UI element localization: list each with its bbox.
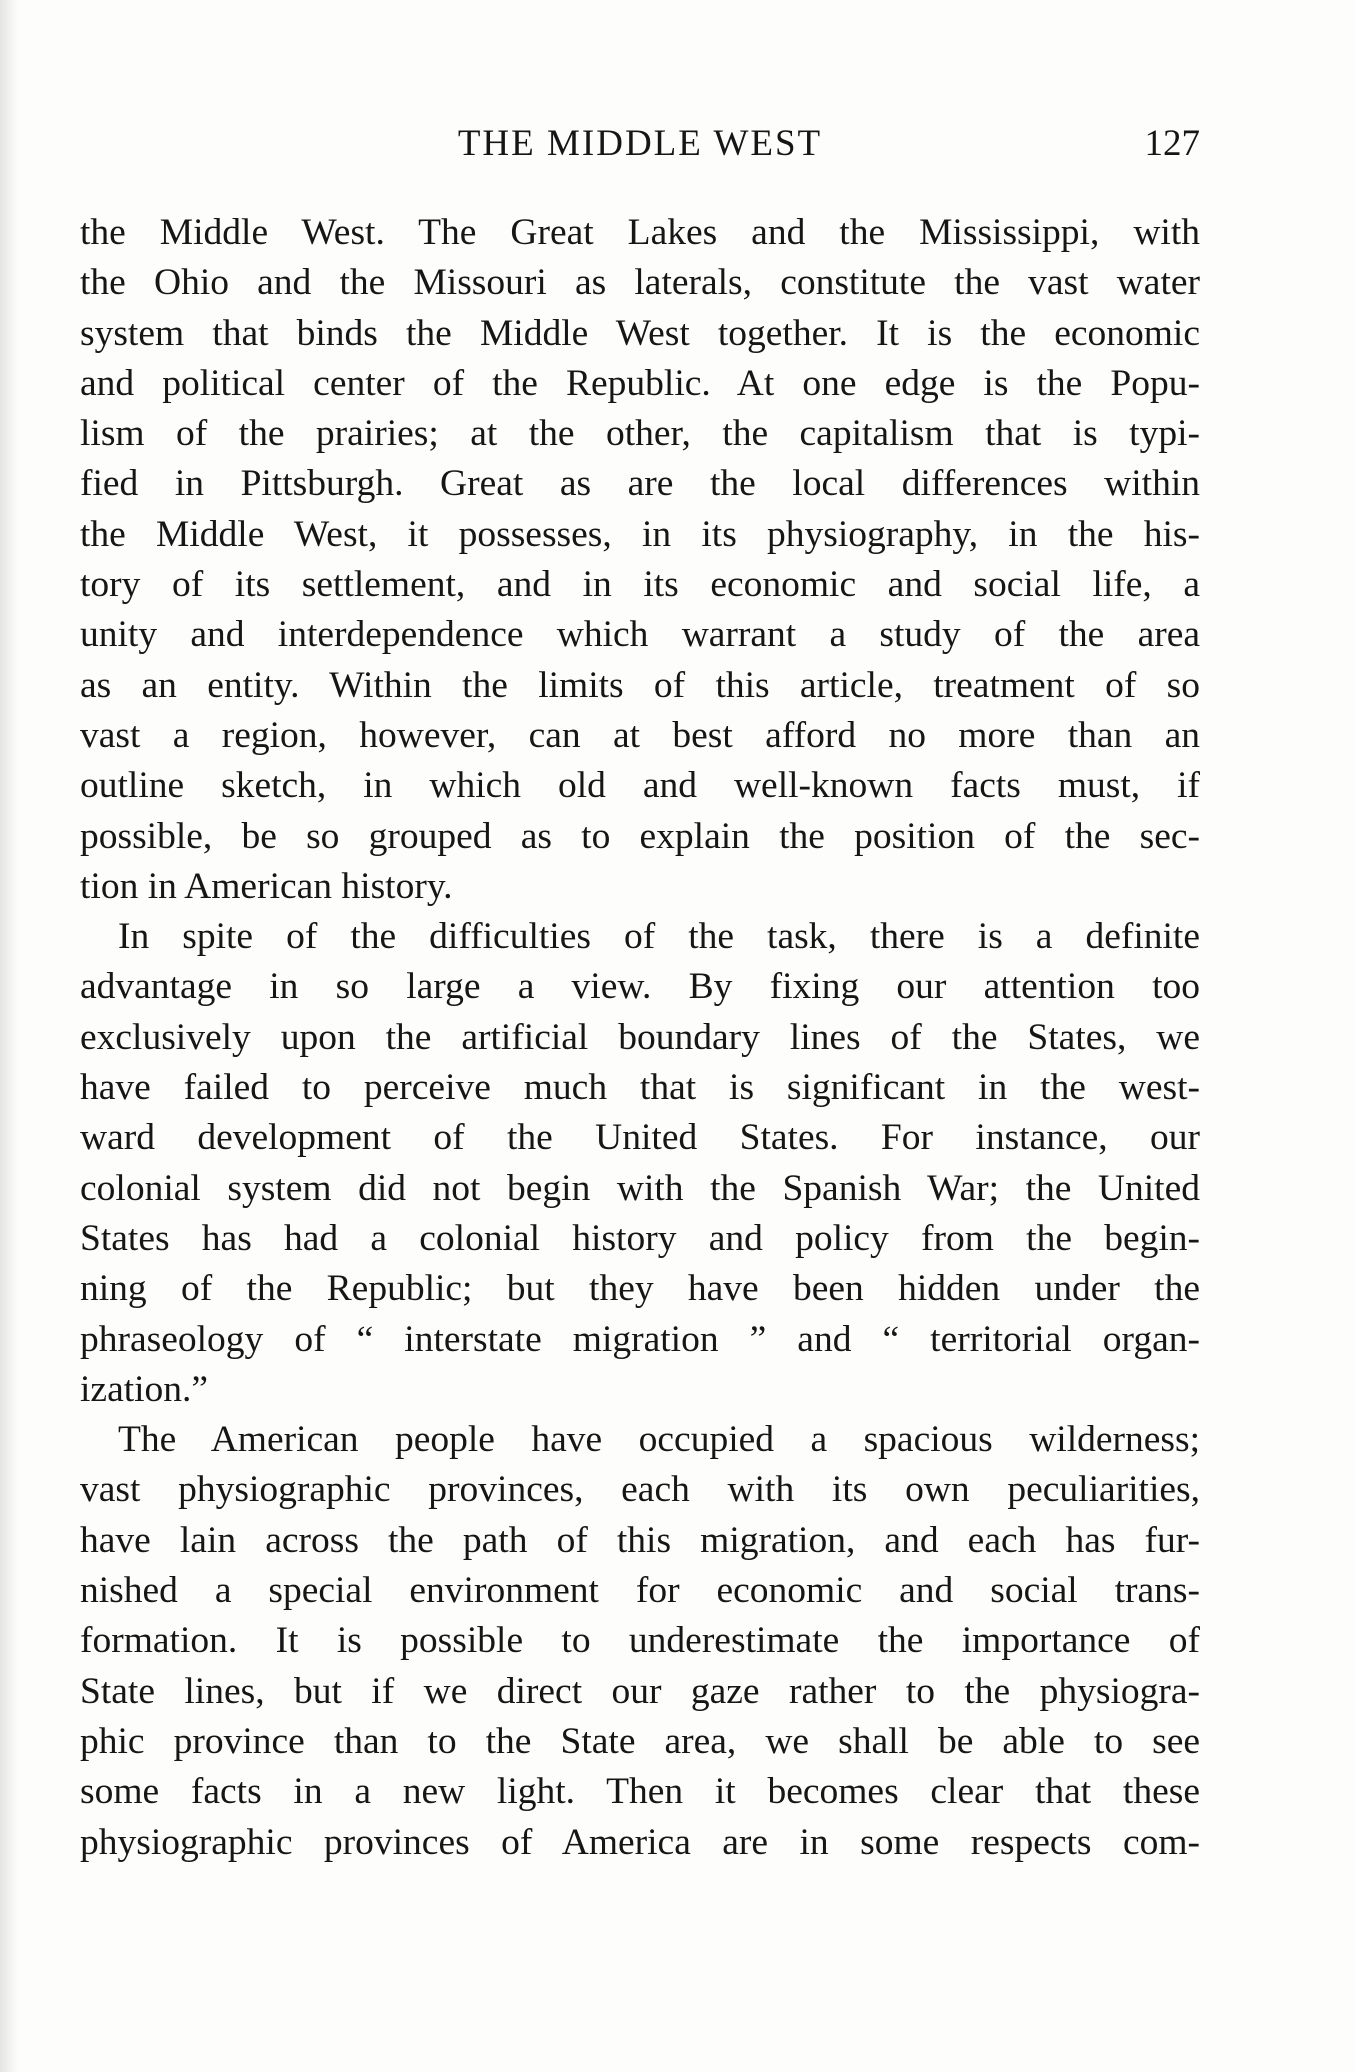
page-number: 127 — [1144, 123, 1200, 164]
text-line: ward development of the United States. For instance, our — [80, 1117, 1200, 1159]
text-line: ization.” — [80, 1368, 209, 1410]
text-line: have failed to perceive much that is significant in the west- — [80, 1067, 1200, 1109]
page-edge-shadow — [0, 0, 18, 2072]
text-line: The American people have occupied a spacious wilderness; — [118, 1419, 1200, 1461]
paragraph — [80, 912, 1200, 1415]
paragraph — [80, 1415, 1200, 1868]
text-line: tion in American history. — [80, 865, 453, 907]
text-line: the Ohio and the Missouri as laterals, constitute the vast water — [80, 262, 1200, 304]
text-line: as an entity. Within the limits of this article, treatment of so — [80, 664, 1200, 706]
text-line: system that binds the Middle West together. It is the economic — [80, 312, 1200, 354]
text-line: advantage in so large a view. By fixing our attention too — [80, 966, 1200, 1008]
text-line: nished a special environment for economic and social trans- — [80, 1570, 1200, 1612]
page-header — [80, 118, 1200, 170]
text-line: vast physiographic provinces, each with its own peculiarities, — [80, 1469, 1200, 1511]
text-line: physiographic provinces of America are in some respects com- — [80, 1821, 1200, 1863]
running-head: THE MIDDLE WEST — [457, 123, 823, 164]
text-line: the Middle West, it possesses, in its physiography, in the his- — [80, 513, 1200, 555]
text-line: In spite of the difficulties of the task, there is a definite — [118, 916, 1200, 958]
text-line: States has had a colonial history and policy from the begin- — [80, 1217, 1200, 1259]
paragraph — [80, 208, 1200, 912]
text-line: State lines, but if we direct our gaze rather to the physiogra- — [80, 1670, 1200, 1712]
text-line: colonial system did not begin with the Spanish War; the United — [80, 1167, 1200, 1209]
text-line: possible, be so grouped as to explain the position of the sec- — [80, 815, 1200, 857]
text-line: phic province than to the State area, we shall be able to see — [80, 1720, 1200, 1762]
text-line: unity and interdependence which warrant a study of the area — [80, 614, 1200, 656]
text-line: ning of the Republic; but they have been hidden under the — [80, 1268, 1200, 1310]
text-line: outline sketch, in which old and well-known facts must, if — [80, 765, 1200, 807]
text-line: some facts in a new light. Then it becomes clear that these — [80, 1771, 1200, 1813]
text-line: vast a region, however, can at best afford no more than an — [80, 714, 1200, 756]
text-line: phraseology of “ interstate migration ” and “ territorial organ- — [80, 1318, 1200, 1360]
text-line: fied in Pittsburgh. Great as are the local differences within — [80, 463, 1200, 505]
body-text — [80, 208, 1200, 1868]
text-line: tory of its settlement, and in its economic and social life, a — [80, 564, 1200, 606]
text-line: have lain across the path of this migration, and each has fur- — [80, 1519, 1200, 1561]
text-line: and political center of the Republic. At one edge is the Popu- — [80, 362, 1200, 404]
text-line: the Middle West. The Great Lakes and the Mississippi, with — [80, 212, 1200, 253]
text-line: exclusively upon the artificial boundary lines of the States, we — [80, 1016, 1200, 1058]
text-line: lism of the prairies; at the other, the capitalism that is typi- — [80, 413, 1200, 455]
text-line: formation. It is possible to underestimate the importance of — [80, 1620, 1200, 1662]
